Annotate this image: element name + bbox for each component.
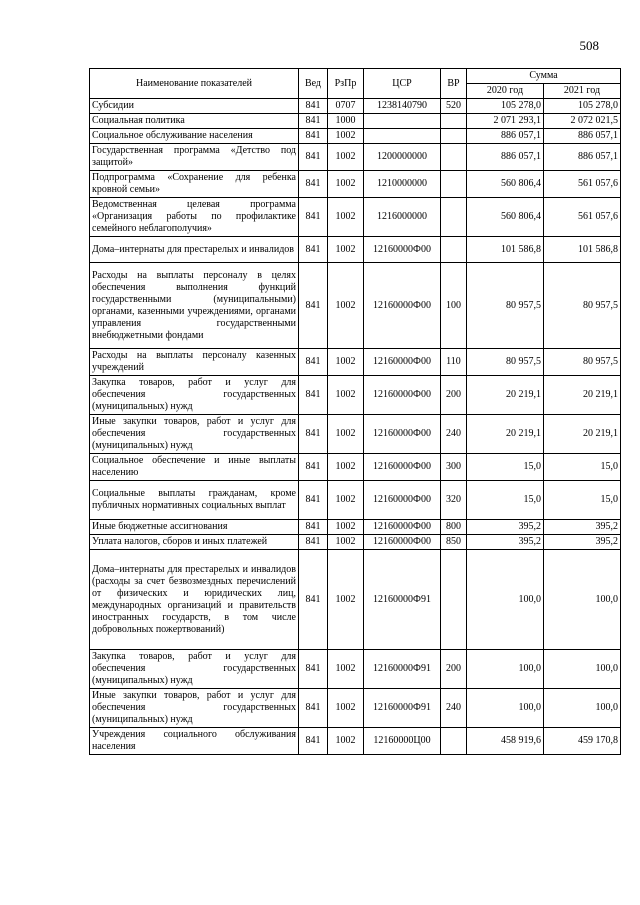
cell-y2020: 100,0 xyxy=(467,550,544,650)
cell-y2021: 561 057,6 xyxy=(544,198,621,237)
cell-y2021: 886 057,1 xyxy=(544,144,621,171)
cell-csr: 12160000Ф00 xyxy=(364,263,441,349)
cell-y2020: 458 919,6 xyxy=(467,728,544,755)
cell-y2020: 105 278,0 xyxy=(467,99,544,114)
cell-y2021: 105 278,0 xyxy=(544,99,621,114)
cell-vr: 240 xyxy=(441,689,467,728)
cell-csr: 1238140790 xyxy=(364,99,441,114)
cell-csr: 12160000Ф91 xyxy=(364,550,441,650)
cell-ved: 841 xyxy=(299,198,328,237)
cell-csr: 12160000Ф00 xyxy=(364,237,441,263)
cell-ved: 841 xyxy=(299,171,328,198)
cell-rzpr: 1002 xyxy=(328,237,364,263)
cell-csr: 12160000Ф00 xyxy=(364,481,441,520)
cell-vr: 520 xyxy=(441,99,467,114)
cell-y2021: 15,0 xyxy=(544,454,621,481)
cell-ved: 841 xyxy=(299,689,328,728)
cell-y2021: 80 957,5 xyxy=(544,263,621,349)
cell-name: Дома–интернаты для престарелых и инвалидов xyxy=(90,237,299,263)
cell-rzpr: 1002 xyxy=(328,376,364,415)
cell-ved: 841 xyxy=(299,550,328,650)
cell-y2020: 80 957,5 xyxy=(467,349,544,376)
cell-ved: 841 xyxy=(299,99,328,114)
cell-rzpr: 1002 xyxy=(328,171,364,198)
table-row xyxy=(90,535,621,550)
header-year-2020: 2020 год xyxy=(467,84,544,99)
cell-y2021: 561 057,6 xyxy=(544,171,621,198)
cell-name: Учреждения социального обслуживания населения xyxy=(90,728,299,755)
cell-name: Подпрограмма «Сохранение для ребенка кровной семьи» xyxy=(90,171,299,198)
cell-y2020: 101 586,8 xyxy=(467,237,544,263)
cell-rzpr: 1002 xyxy=(328,481,364,520)
cell-ved: 841 xyxy=(299,415,328,454)
table-row xyxy=(90,481,621,520)
table-body xyxy=(90,99,621,755)
table-header xyxy=(90,69,621,99)
cell-csr: 12160000Ф00 xyxy=(364,415,441,454)
table-row xyxy=(90,728,621,755)
cell-rzpr: 1002 xyxy=(328,198,364,237)
cell-name: Социальные выплаты гражданам, кроме публичных нормативных социальных выплат xyxy=(90,481,299,520)
cell-name: Ведомственная целевая программа «Организация работы по профилактике семейного неблагополучия» xyxy=(90,198,299,237)
cell-name: Закупка товаров, работ и услуг для обеспечения государственных (муниципальных) нужд xyxy=(90,376,299,415)
cell-csr: 12160000Ф91 xyxy=(364,650,441,689)
cell-ved: 841 xyxy=(299,129,328,144)
cell-rzpr: 1002 xyxy=(328,728,364,755)
cell-name: Закупка товаров, работ и услуг для обеспечения государственных (муниципальных) нужд xyxy=(90,650,299,689)
cell-y2021: 20 219,1 xyxy=(544,415,621,454)
cell-y2021: 395,2 xyxy=(544,520,621,535)
cell-y2020: 80 957,5 xyxy=(467,263,544,349)
cell-name: Иные закупки товаров, работ и услуг для обеспечения государственных (муниципальных) нужд xyxy=(90,689,299,728)
cell-name: Субсидии xyxy=(90,99,299,114)
cell-csr: 12160000Ф00 xyxy=(364,349,441,376)
cell-vr xyxy=(441,198,467,237)
cell-vr: 320 xyxy=(441,481,467,520)
cell-rzpr: 1002 xyxy=(328,689,364,728)
cell-y2021: 886 057,1 xyxy=(544,129,621,144)
cell-vr xyxy=(441,144,467,171)
cell-csr: 12160000Ц00 xyxy=(364,728,441,755)
cell-csr xyxy=(364,129,441,144)
header-csr: ЦСР xyxy=(364,69,441,99)
table-row xyxy=(90,198,621,237)
cell-name: Иные бюджетные ассигнования xyxy=(90,520,299,535)
cell-y2020: 20 219,1 xyxy=(467,376,544,415)
page-number: 508 xyxy=(579,38,599,53)
cell-csr: 12160000Ф00 xyxy=(364,376,441,415)
cell-csr: 12160000Ф00 xyxy=(364,454,441,481)
cell-vr xyxy=(441,550,467,650)
table-row xyxy=(90,349,621,376)
table-row xyxy=(90,415,621,454)
cell-ved: 841 xyxy=(299,481,328,520)
cell-csr: 1216000000 xyxy=(364,198,441,237)
cell-name: Социальное обслуживание населения xyxy=(90,129,299,144)
cell-name: Социальное обеспечение и иные выплаты населению xyxy=(90,454,299,481)
cell-rzpr: 1002 xyxy=(328,263,364,349)
table-row xyxy=(90,99,621,114)
cell-name: Дома–интернаты для престарелых и инвалидов (расходы за счет безвозмездных перечислений от физических и юридических лиц, международных организаций и правительств иностранных государств, в том числе добровольных пожертвований) xyxy=(90,550,299,650)
cell-ved: 841 xyxy=(299,650,328,689)
cell-csr: 1210000000 xyxy=(364,171,441,198)
cell-vr xyxy=(441,237,467,263)
cell-ved: 841 xyxy=(299,144,328,171)
cell-y2021: 100,0 xyxy=(544,550,621,650)
cell-y2020: 100,0 xyxy=(467,650,544,689)
cell-vr: 300 xyxy=(441,454,467,481)
cell-y2021: 2 072 021,5 xyxy=(544,114,621,129)
table-row xyxy=(90,237,621,263)
cell-vr: 800 xyxy=(441,520,467,535)
cell-vr: 200 xyxy=(441,650,467,689)
cell-ved: 841 xyxy=(299,728,328,755)
cell-y2021: 395,2 xyxy=(544,535,621,550)
cell-y2020: 100,0 xyxy=(467,689,544,728)
header-year-2021: 2021 год xyxy=(544,84,621,99)
cell-csr: 12160000Ф91 xyxy=(364,689,441,728)
cell-rzpr: 1002 xyxy=(328,520,364,535)
cell-csr xyxy=(364,114,441,129)
table-row xyxy=(90,689,621,728)
header-vr: ВР xyxy=(441,69,467,99)
cell-y2021: 80 957,5 xyxy=(544,349,621,376)
cell-rzpr: 1002 xyxy=(328,535,364,550)
cell-y2021: 20 219,1 xyxy=(544,376,621,415)
cell-y2020: 395,2 xyxy=(467,520,544,535)
cell-rzpr: 1002 xyxy=(328,144,364,171)
cell-vr xyxy=(441,129,467,144)
cell-rzpr: 1002 xyxy=(328,129,364,144)
cell-vr xyxy=(441,114,467,129)
cell-ved: 841 xyxy=(299,535,328,550)
cell-rzpr: 1002 xyxy=(328,415,364,454)
cell-y2020: 15,0 xyxy=(467,454,544,481)
cell-ved: 841 xyxy=(299,114,328,129)
table-row xyxy=(90,129,621,144)
cell-y2020: 886 057,1 xyxy=(467,144,544,171)
cell-y2020: 560 806,4 xyxy=(467,198,544,237)
cell-name: Расходы на выплаты персоналу казенных учреждений xyxy=(90,349,299,376)
cell-y2020: 886 057,1 xyxy=(467,129,544,144)
cell-vr xyxy=(441,171,467,198)
cell-vr: 850 xyxy=(441,535,467,550)
cell-rzpr: 0707 xyxy=(328,99,364,114)
cell-y2021: 100,0 xyxy=(544,650,621,689)
table-row xyxy=(90,454,621,481)
cell-y2021: 15,0 xyxy=(544,481,621,520)
table-row xyxy=(90,550,621,650)
cell-vr: 110 xyxy=(441,349,467,376)
cell-name: Государственная программа «Детство под защитой» xyxy=(90,144,299,171)
cell-rzpr: 1000 xyxy=(328,114,364,129)
cell-name: Расходы на выплаты персоналу в целях обеспечения выполнения функций государственными (муниципальными) органами, казенными учреждениями, органами управления государственными внебюджетными фондами xyxy=(90,263,299,349)
table-row xyxy=(90,650,621,689)
table-row xyxy=(90,144,621,171)
cell-ved: 841 xyxy=(299,263,328,349)
cell-y2020: 560 806,4 xyxy=(467,171,544,198)
cell-y2021: 100,0 xyxy=(544,689,621,728)
cell-y2020: 20 219,1 xyxy=(467,415,544,454)
cell-y2020: 2 071 293,1 xyxy=(467,114,544,129)
cell-name: Иные закупки товаров, работ и услуг для обеспечения государственных (муниципальных) нужд xyxy=(90,415,299,454)
cell-name: Уплата налогов, сборов и иных платежей xyxy=(90,535,299,550)
cell-rzpr: 1002 xyxy=(328,454,364,481)
cell-y2021: 101 586,8 xyxy=(544,237,621,263)
cell-csr: 12160000Ф00 xyxy=(364,520,441,535)
cell-vr: 100 xyxy=(441,263,467,349)
cell-csr: 12160000Ф00 xyxy=(364,535,441,550)
cell-csr: 1200000000 xyxy=(364,144,441,171)
cell-y2021: 459 170,8 xyxy=(544,728,621,755)
budget-table xyxy=(89,68,621,755)
cell-rzpr: 1002 xyxy=(328,550,364,650)
header-ved: Вед xyxy=(299,69,328,99)
cell-rzpr: 1002 xyxy=(328,650,364,689)
cell-ved: 841 xyxy=(299,237,328,263)
header-name: Наименование показателей xyxy=(90,69,299,99)
table-row xyxy=(90,263,621,349)
table-row xyxy=(90,171,621,198)
cell-y2020: 395,2 xyxy=(467,535,544,550)
table-row xyxy=(90,376,621,415)
cell-rzpr: 1002 xyxy=(328,349,364,376)
cell-vr: 240 xyxy=(441,415,467,454)
cell-ved: 841 xyxy=(299,349,328,376)
cell-vr: 200 xyxy=(441,376,467,415)
header-sum: Сумма xyxy=(467,69,621,84)
header-rzpr: РзПр xyxy=(328,69,364,99)
cell-y2020: 15,0 xyxy=(467,481,544,520)
cell-ved: 841 xyxy=(299,520,328,535)
table-row xyxy=(90,520,621,535)
cell-vr xyxy=(441,728,467,755)
cell-ved: 841 xyxy=(299,376,328,415)
cell-name: Социальная политика xyxy=(90,114,299,129)
table-row xyxy=(90,114,621,129)
cell-ved: 841 xyxy=(299,454,328,481)
